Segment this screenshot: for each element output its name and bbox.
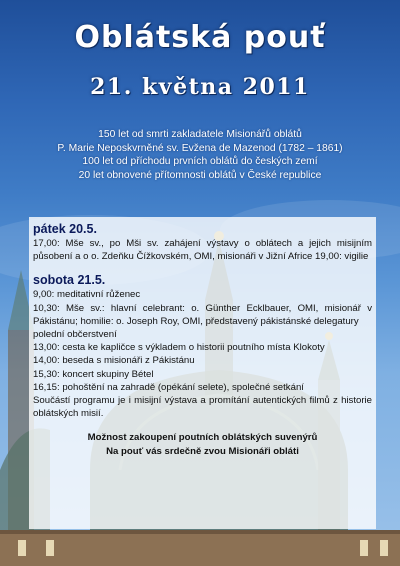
program-item: 14,00: beseda s misionáři z Pákistánu: [33, 355, 195, 367]
program-panel: [29, 217, 376, 529]
anniversary-line: 20 let obnovené přítomnosti oblátů v České republice: [78, 169, 322, 181]
footer-note: [33, 431, 372, 458]
anniversary-line: 100 let od příchodu prvních oblátů do českých zemí: [82, 156, 318, 168]
program-item: 15,30: koncert skupiny Bétel: [33, 368, 154, 380]
day-heading-saturday: sobota 21.5.: [33, 273, 106, 288]
day-heading-friday: pátek 20.5.: [33, 222, 97, 236]
friday-program-text: 17,00: Mše sv., po Mši sv. zahájení výstavy o oblátech a jejich misijním působení a o o. Zdeňku Čížkovském, OMI, misionáři v Jižní Africe 19,00: vigilie: [33, 238, 372, 263]
footer-line: Na pouť vás srdečně zvou Misionáři obláti: [106, 445, 299, 457]
program-item: 9,00: meditativní růženec: [33, 289, 141, 301]
program-item: 10,30: Mše sv.: hlavní celebrant: o. Günther Ecklbauer, OMI, misionář v Pákistánu; homilie: o. Joseph Roy, OMI, představený pákistánské delegatury: [33, 302, 372, 327]
event-date: 21. května 2011: [90, 74, 310, 100]
poster-title: Oblátská pouť: [74, 20, 326, 55]
program-item: 13,00: cesta ke kapličce s výkladem o historii poutního místa Klokoty: [33, 342, 325, 354]
program-item: polední občerstvení: [33, 329, 117, 341]
program-item: Součástí programu je i misijní výstava a promítání autentických filmů z historie oblátských misií.: [33, 395, 372, 420]
program-item: 16,15: pohoštění na zahradě (opékání selete), společné setkání: [33, 381, 304, 393]
anniversary-line: P. Marie Neposkvrněné sv. Evžena de Mazenod (1782 – 1861): [57, 142, 343, 154]
anniversary-lines: [0, 128, 400, 182]
footer-line: Možnost zakoupení poutních oblátských suvenýrů: [87, 432, 318, 444]
anniversary-line: 150 let od smrti zakladatele Misionářů oblátů: [98, 129, 302, 140]
